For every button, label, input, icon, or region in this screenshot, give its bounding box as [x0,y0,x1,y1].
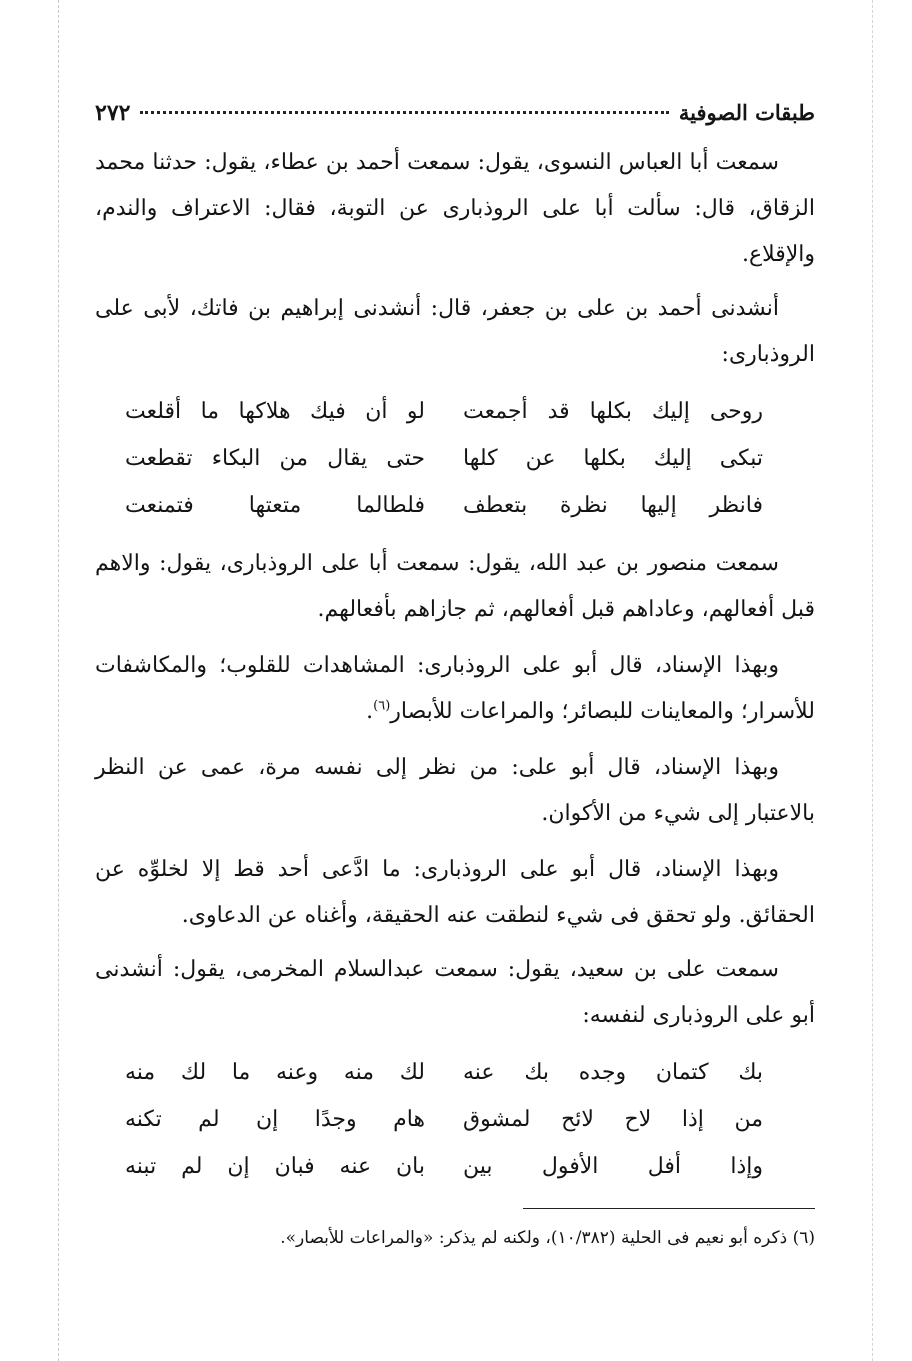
verse-second-hemistich: لو أن فيك هلاكها ما أقلعت [125,399,425,424]
verse-line [125,1143,763,1190]
verse-line [125,1049,763,1096]
scan-edge-left [58,0,59,1361]
verse-second-hemistich: فلطالما متعتها فتمنعت [125,493,425,518]
verse-line [125,435,763,482]
footnote-separator [523,1208,815,1209]
paragraph-4-end: . [366,699,374,724]
verse-first-hemistich: تبكى إليك بكلها عن كلها [463,446,763,471]
scan-edge-right [872,0,873,1361]
verse-line [125,1096,763,1143]
page-content [95,100,815,1253]
page-number: ٢٧٢ [95,100,131,126]
paragraph-7: سمعت على بن سعيد، يقول: سمعت عبدالسلام المخرمى، يقول: أنشدنى أبو على الروذبارى لنفسه: [95,957,815,1028]
running-title: طبقات الصوفية [678,100,815,125]
verse-first-hemistich: وإذا أفل الأفول بين [463,1154,763,1179]
verse-first-hemistich: روحى إليك بكلها قد أجمعت [463,399,763,424]
dotted-leader [140,111,668,114]
verse-second-hemistich: لك منه وعنه ما لك منه [125,1060,425,1085]
poem-2 [95,1049,815,1190]
poem-1 [95,388,815,529]
paragraph-6: وبهذا الإسناد، قال أبو على الروذبارى: ما ادَّعى أحد قط إلا لخلوِّه عن الحقائق. ولو تحقق فى شيء لنطقت عنه الحقيقة، وأغناه عن الدعاوى. [95,857,815,928]
running-header [95,100,815,140]
verse-second-hemistich: هام وجدًا إن لم تكنه [125,1107,425,1132]
footnote-marker: (٦) [373,698,391,714]
paragraph-1: سمعت أبا العباس النسوى، يقول: سمعت أحمد بن عطاء، يقول: حدثنا محمد الزقاق، قال: سألت أبا على الروذبارى عن التوبة، فقال: الاعتراف والندم، والإقلاع. [95,150,815,267]
verse-second-hemistich: بان عنه فبان إن لم تبنه [125,1154,425,1179]
verse-first-hemistich: من إذا لاح لائح لمشوق [463,1107,763,1132]
verse-line [125,482,763,529]
paragraph-5: وبهذا الإسناد، قال أبو على: من نظر إلى نفسه مرة، عمى عن النظر بالاعتبار إلى شيء من الأكوان. [95,755,815,826]
paragraph-3: سمعت منصور بن عبد الله، يقول: سمعت أبا على الروذبارى، يقول: والاهم قبل أفعالهم، وعاداهم قبل أفعالهم، ثم جازاهم بأفعالهم. [95,551,815,622]
paragraph-4-text: وبهذا الإسناد، قال أبو على الروذبارى: المشاهدات للقلوب؛ والمكاشفات للأسرار؛ والمعاينات للبصائر؛ والمراعات للأبصار [95,653,815,724]
verse-first-hemistich: بك كتمان وجده بك عنه [463,1060,763,1085]
verse-line [125,388,763,435]
paragraph-2: أنشدنى أحمد بن على بن جعفر، قال: أنشدنى إبراهيم بن فاتك، لأبى على الروذبارى: [95,296,815,367]
verse-second-hemistich: حتى يقال من البكاء تقطعت [125,446,425,471]
paragraph-4 [95,643,815,735]
footnote: (٦) ذكره أبو نعيم فى الحلية (١٠/٣٨٢)، ولكنه لم يذكر: «والمراعات للأبصار». [280,1228,815,1248]
verse-first-hemistich: فانظر إليها نظرة بتعطف [463,493,763,518]
